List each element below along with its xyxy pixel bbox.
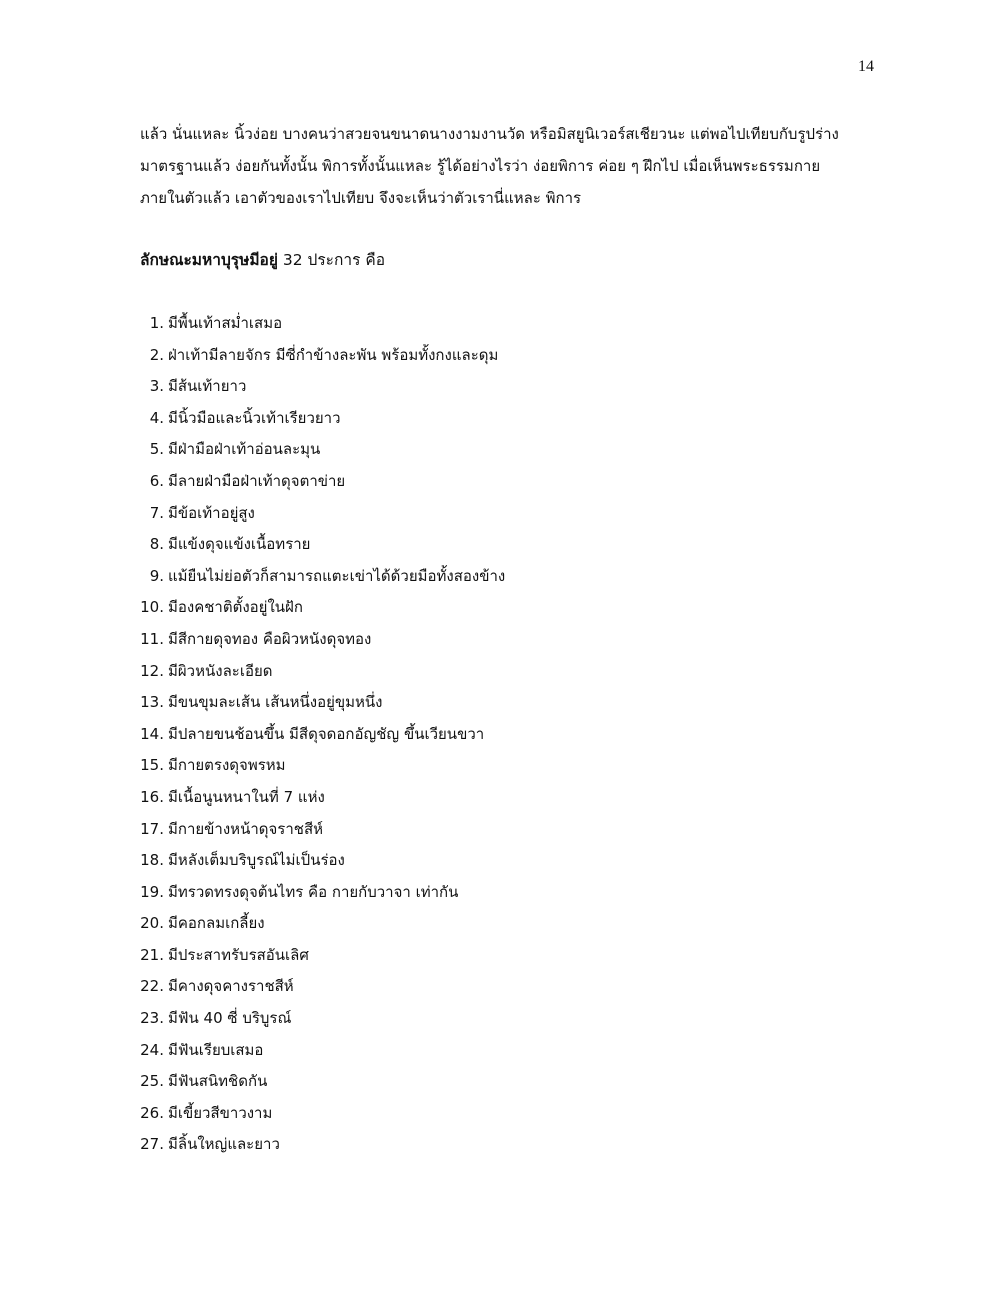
list-item-number: 9. xyxy=(149,566,164,585)
list-item-text: มีหลังเต็มบริบูรณ์ไม่เป็นร่อง xyxy=(168,851,345,870)
list-item-text: มีฟัน 40 ซี่ บริบูรณ์ xyxy=(168,1009,292,1028)
list-item-number: 10. xyxy=(140,598,164,617)
list-item xyxy=(140,1035,505,1067)
list-item-number: 4. xyxy=(149,408,164,427)
list-item-number: 2. xyxy=(149,345,164,364)
list-item xyxy=(140,403,505,435)
list-item-text: มีแข้งดุจแข้งเนื้อทราย xyxy=(168,535,311,554)
list-item-number: 22. xyxy=(140,977,164,996)
list-item xyxy=(140,592,505,624)
paragraph-line: มาตรฐานแล้ว ง่อยกันทั้งนั้น พิการทั้งนั้นแหละ รู้ได้อย่างไรว่า ง่อยพิการ ค่อย ๆ ฝึกไป เมื่อเห็นพระธรรมกาย xyxy=(140,157,821,175)
list-item xyxy=(140,908,505,940)
list-item-text: มีลิ้นใหญ่และยาว xyxy=(168,1135,280,1154)
list-item-number: 11. xyxy=(140,629,164,648)
list-item-number: 14. xyxy=(140,724,164,743)
list-item-text: มีคอกลมเกลี้ยง xyxy=(168,914,265,933)
list-item xyxy=(140,371,505,403)
list-item-number: 20. xyxy=(140,914,164,933)
list-item-text: มีคางดุจคางราชสีห์ xyxy=(168,977,294,996)
list-item-number: 8. xyxy=(149,535,164,554)
list-item xyxy=(140,1003,505,1035)
list-item xyxy=(140,1066,505,1098)
list-item-number: 19. xyxy=(140,882,164,901)
list-item-number: 13. xyxy=(140,693,164,712)
list-item-text: มีข้อเท้าอยู่สูง xyxy=(168,503,255,522)
list-item-text: มีสีกายดุจทอง คือผิวหนังดุจทอง xyxy=(168,629,372,648)
list-item-number: 17. xyxy=(140,819,164,838)
list-item-text: ฝ่าเท้ามีลายจักร มีซี่กำข้างละพัน พร้อมทั้งกงและดุม xyxy=(168,345,499,364)
list-item-number: 25. xyxy=(140,1072,164,1091)
list-item xyxy=(140,940,505,972)
list-item xyxy=(140,624,505,656)
list-item xyxy=(140,340,505,372)
list-item-text: มีผิวหนังละเอียด xyxy=(168,661,273,680)
list-item-text: มีกายตรงดุจพรหม xyxy=(168,756,286,775)
list-item xyxy=(140,782,505,814)
list-item-text: มีประสาทรับรสอันเลิศ xyxy=(168,945,309,964)
list-item-number: 27. xyxy=(140,1135,164,1154)
list-item-number: 23. xyxy=(140,1009,164,1028)
list-item-number: 21. xyxy=(140,945,164,964)
list-item-text: มีฟันสนิทชิดกัน xyxy=(168,1072,268,1091)
list-item-number: 15. xyxy=(140,756,164,775)
list-item xyxy=(140,971,505,1003)
list-item xyxy=(140,877,505,909)
list-item-text: มีปลายขนช้อนขึ้น มีสีดุจดอกอัญชัญ ขึ้นเวียนขวา xyxy=(168,724,485,743)
list-item xyxy=(140,814,505,846)
list-item-number: 7. xyxy=(149,503,164,522)
list-item-text: มีลายฝ่ามือฝ่าเท้าดุจตาข่าย xyxy=(168,471,346,490)
list-item xyxy=(140,1098,505,1130)
list-item-text: มีส้นเท้ายาว xyxy=(168,377,247,396)
paragraph-line: ภายในตัวแล้ว เอาตัวของเราไปเทียบ จึงจะเห็นว่าตัวเรานี่แหละ พิการ xyxy=(140,189,582,207)
characteristics-list xyxy=(140,308,505,1161)
intro-paragraph xyxy=(140,118,860,214)
list-item xyxy=(140,1129,505,1161)
list-item-text: มีฟันเรียบเสมอ xyxy=(168,1040,264,1059)
list-item-text: แม้ยืนไม่ย่อตัวก็สามารถแตะเข่าได้ด้วยมือทั้งสองข้าง xyxy=(168,566,506,585)
list-item xyxy=(140,434,505,466)
list-item-number: 3. xyxy=(149,377,164,396)
list-item-text: มีขนขุมละเส้น เส้นหนึ่งอยู่ขุมหนึ่ง xyxy=(168,693,383,712)
list-item xyxy=(140,529,505,561)
list-item-text: มีนิ้วมือและนิ้วเท้าเรียวยาว xyxy=(168,408,341,427)
page-number: 14 xyxy=(858,58,874,75)
list-item-number: 18. xyxy=(140,851,164,870)
list-item-text: มีทรวดทรงดุจต้นไทร คือ กายกับวาจา เท่ากัน xyxy=(168,882,459,901)
list-item-number: 6. xyxy=(149,471,164,490)
list-item-number: 16. xyxy=(140,787,164,806)
list-item xyxy=(140,498,505,530)
list-item xyxy=(140,750,505,782)
list-item-text: มีฝ่ามือฝ่าเท้าอ่อนละมุน xyxy=(168,440,321,459)
list-item-number: 12. xyxy=(140,661,164,680)
paragraph-line: แล้ว นั่นแหละ นิ้วง่อย บางคนว่าสวยจนขนาดนางงามงานวัด หรือมิสยูนิเวอร์สเชียวนะ แต่พอไปเทียบกับรูปร่าง xyxy=(140,125,839,143)
list-item xyxy=(140,466,505,498)
section-heading-bold: ลักษณะมหาบุรุษมีอยู่ xyxy=(140,251,278,269)
list-item-text: มีกายข้างหน้าดุจราชสีห์ xyxy=(168,819,323,838)
list-item xyxy=(140,687,505,719)
list-item xyxy=(140,308,505,340)
list-item-number: 1. xyxy=(149,314,164,332)
list-item-number: 5. xyxy=(149,440,164,459)
list-item xyxy=(140,561,505,593)
list-item xyxy=(140,656,505,688)
list-item-text: มีองคชาติตั้งอยู่ในฝัก xyxy=(168,598,303,617)
list-item-number: 26. xyxy=(140,1103,164,1122)
list-item-text: มีเขี้ยวสีขาวงาม xyxy=(168,1103,273,1122)
list-item-text: มีพื้นเท้าสม่ำเสมอ xyxy=(168,314,283,332)
section-heading-rest: 32 ประการ คือ xyxy=(277,251,386,269)
section-heading xyxy=(140,245,385,275)
list-item xyxy=(140,719,505,751)
list-item xyxy=(140,845,505,877)
list-item-text: มีเนื้อนูนหนาในที่ 7 แห่ง xyxy=(168,787,325,806)
list-item-number: 24. xyxy=(140,1040,164,1059)
